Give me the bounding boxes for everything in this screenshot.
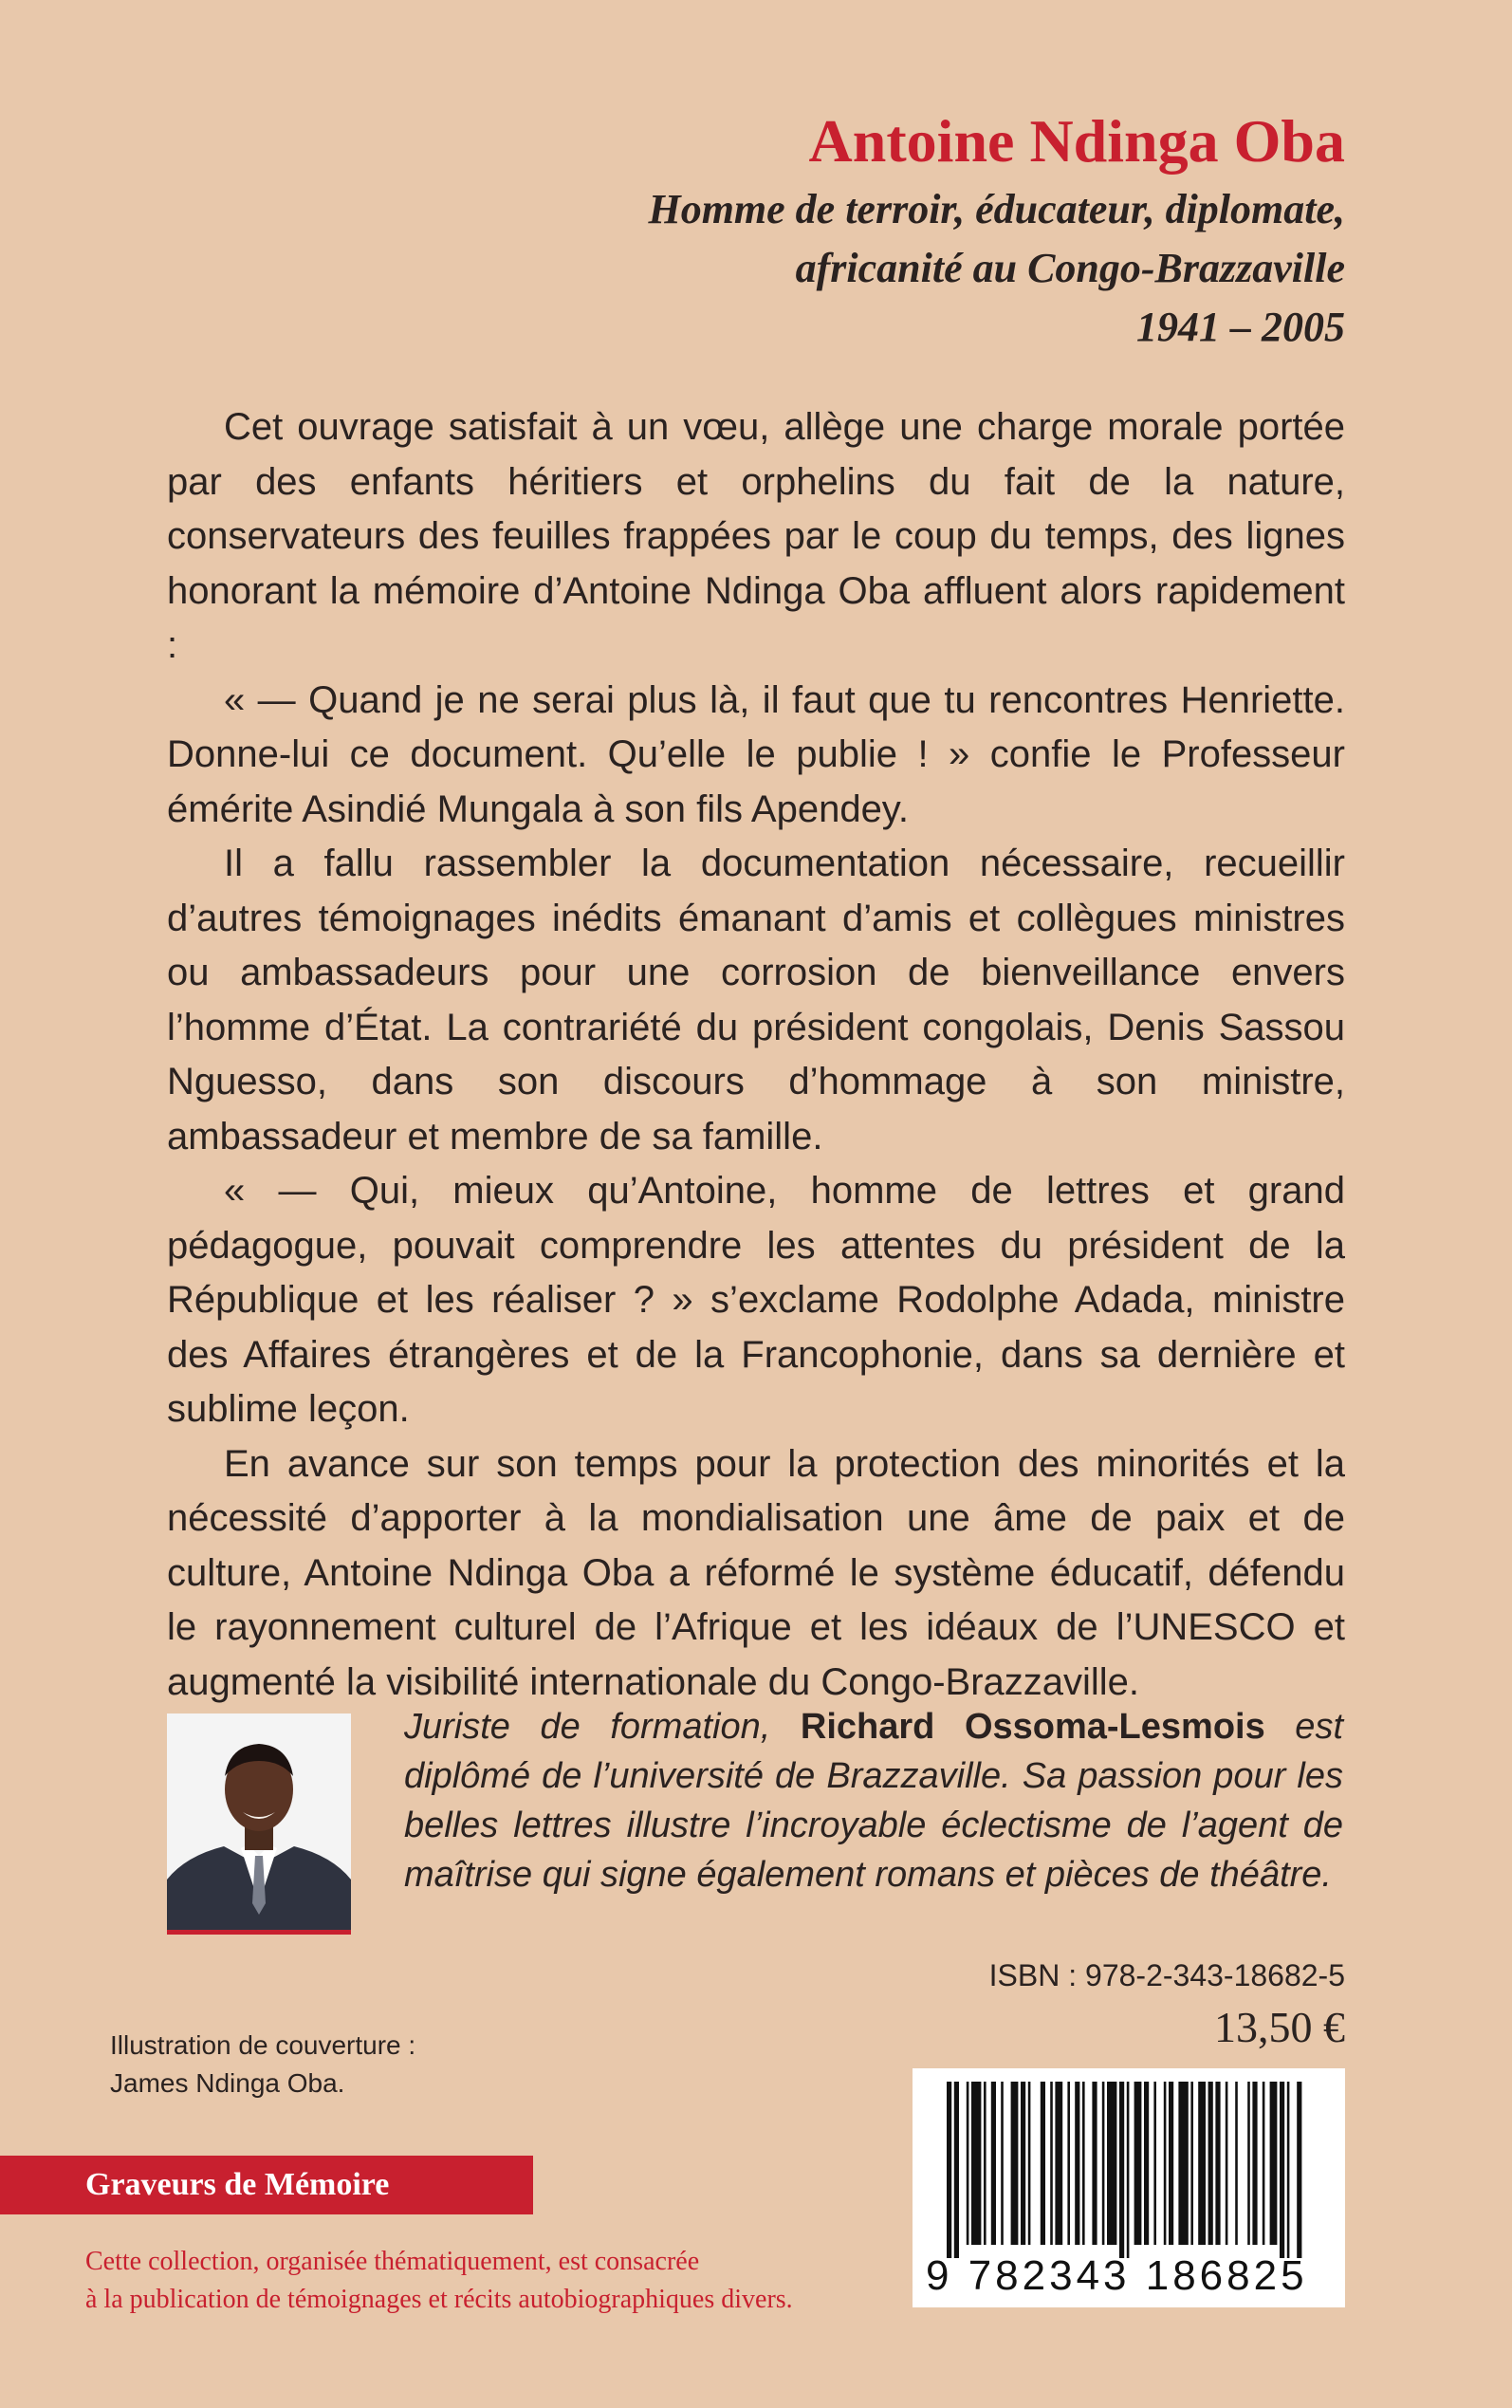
barcode-bar (1001, 2082, 1004, 2245)
barcode-bar (947, 2082, 951, 2258)
barcode-bar (1208, 2082, 1213, 2245)
barcode (913, 2068, 1345, 2307)
book-title: Antoine Ndinga Oba (808, 107, 1345, 175)
isbn: ISBN : 978-2-343-18682-5 (988, 1958, 1345, 1992)
header (648, 102, 1345, 357)
synopsis-paragraph-1: Cet ouvrage satisfait à un vœu, allège une charge morale portée par des enfants héritiers et orphelins du fait de la nature, conservateurs des feuilles frappées par le coup du temps, des lignes honorant la mémoire d’Antoine Ndinga Oba affluent alors rapidement : (167, 406, 1345, 666)
synopsis-paragraph-5: En avance sur son temps pour la protection des minorités et la nécessité d’apporter à la mondialisation une âme de paix et de culture, Antoine Ndinga Oba a réformé le système éducatif, défendu le rayonnement culturel de l’Afrique et les idéaux de l’UNESCO et augmenté la visibilité internationale du Congo-Brazzaville. (167, 1442, 1345, 1703)
barcode-bar (971, 2082, 981, 2245)
author-bio-intro: Juriste de formation, (404, 1707, 801, 1747)
barcode-digits: 9 782343 186825 (926, 2252, 1308, 2299)
barcode-bar (1226, 2082, 1228, 2245)
collection-description-line-1: Cette collection, organisée thématiquement, est consacrée (85, 2247, 700, 2276)
barcode-bar (1198, 2082, 1206, 2245)
barcode-bar (954, 2082, 959, 2258)
barcode-bar (1092, 2082, 1097, 2245)
subtitle-dates: 1941 – 2005 (1136, 304, 1345, 350)
barcode-bar (1082, 2082, 1085, 2245)
barcode-bar (1134, 2082, 1142, 2245)
barcode-bar (1252, 2082, 1257, 2245)
subtitle-line-2: africanité au Congo-Brazzaville (795, 245, 1345, 291)
barcode-bar (1102, 2082, 1105, 2245)
barcode-bar (1235, 2082, 1238, 2245)
collection-description-line-2: à la publication de témoignages et récits autobiographiques divers. (85, 2285, 793, 2314)
barcode-bar (1041, 2082, 1045, 2245)
barcode-bar (1169, 2082, 1173, 2245)
author-portrait-icon (167, 1713, 351, 1930)
cover-credit-label: Illustration de couverture : (110, 2030, 416, 2060)
synopsis (167, 400, 1345, 1710)
barcode-bar (1144, 2082, 1149, 2245)
barcode-bar (1270, 2082, 1278, 2245)
barcode-bar (1050, 2082, 1053, 2245)
collection-description (85, 2243, 793, 2319)
barcode-bar (1107, 2082, 1116, 2245)
barcode-bar (1153, 2082, 1156, 2245)
barcode-bar (1247, 2082, 1250, 2245)
barcode-bar (1067, 2082, 1070, 2245)
barcode-bar (1075, 2082, 1079, 2245)
barcode-bar (1215, 2082, 1220, 2245)
barcode-bar (967, 2082, 969, 2245)
barcode-bar (984, 2082, 986, 2245)
barcode-bar (1287, 2082, 1290, 2258)
cover-credit (110, 2027, 415, 2102)
barcode-bar (1164, 2082, 1167, 2245)
price: 13,50 € (1214, 2003, 1345, 2051)
synopsis-paragraph-4: « — Qui, mieux qu’Antoine, homme de lettres et grand pédagogue, pouvait comprendre les attentes du président de la République et les réaliser ? » s’exclame Rodolphe Adada, ministre des Affaires étrangères et de la Francophonie, dans sa dernière et sublime leçon. (167, 1170, 1345, 1430)
barcode-bar (1021, 2082, 1025, 2245)
barcode-bar (1280, 2082, 1284, 2258)
author-photo (167, 1713, 351, 1935)
barcode-bar (1055, 2082, 1062, 2245)
author-bio-text: est diplômé de l’université de Brazzaville. Sa passion pour les belles lettres illustre l’incroyable éclectisme de l’agent de maîtrise qui signe également romans et pièces de théâtre. (404, 1707, 1344, 1895)
barcode-bar (1028, 2082, 1031, 2245)
barcode-bars (913, 2068, 1345, 2258)
cover-credit-name: James Ndinga Oba. (110, 2068, 345, 2098)
barcode-bar (1297, 2082, 1301, 2258)
barcode-bar (1190, 2082, 1193, 2245)
barcode-bar (1127, 2082, 1130, 2258)
barcode-bar (1178, 2082, 1188, 2245)
barcode-bar (1011, 2082, 1019, 2245)
barcode-bar (991, 2082, 996, 2245)
synopsis-paragraph-3: Il a fallu rassembler la documentation nécessaire, recueillir d’autres témoignages inédits émanant d’amis et collègues ministres ou ambassadeurs pour une corrosion de bienveillance envers l’homme d’État. La contrariété du président congolais, Denis Sassou Nguesso, dans son discours d’hommage à son ministre, ambassadeur et membre de sa famille. (167, 843, 1345, 1158)
barcode-bar (1119, 2082, 1124, 2258)
subtitle-line-1: Homme de terroir, éducateur, diplomate, (648, 186, 1345, 232)
author-bio (404, 1702, 1343, 1899)
author-name: Richard Ossoma-Lesmois (800, 1707, 1265, 1747)
collection-name: Graveurs de Mémoire (0, 2156, 533, 2214)
synopsis-paragraph-2: « — Quand je ne serai plus là, il faut que tu rencontres Henriette. Donne-lui ce document. Qu’elle le publie ! » confie le Professeur émérite Asindié Mungala à son fils Apendey. (167, 678, 1345, 830)
barcode-bar (1263, 2082, 1265, 2245)
